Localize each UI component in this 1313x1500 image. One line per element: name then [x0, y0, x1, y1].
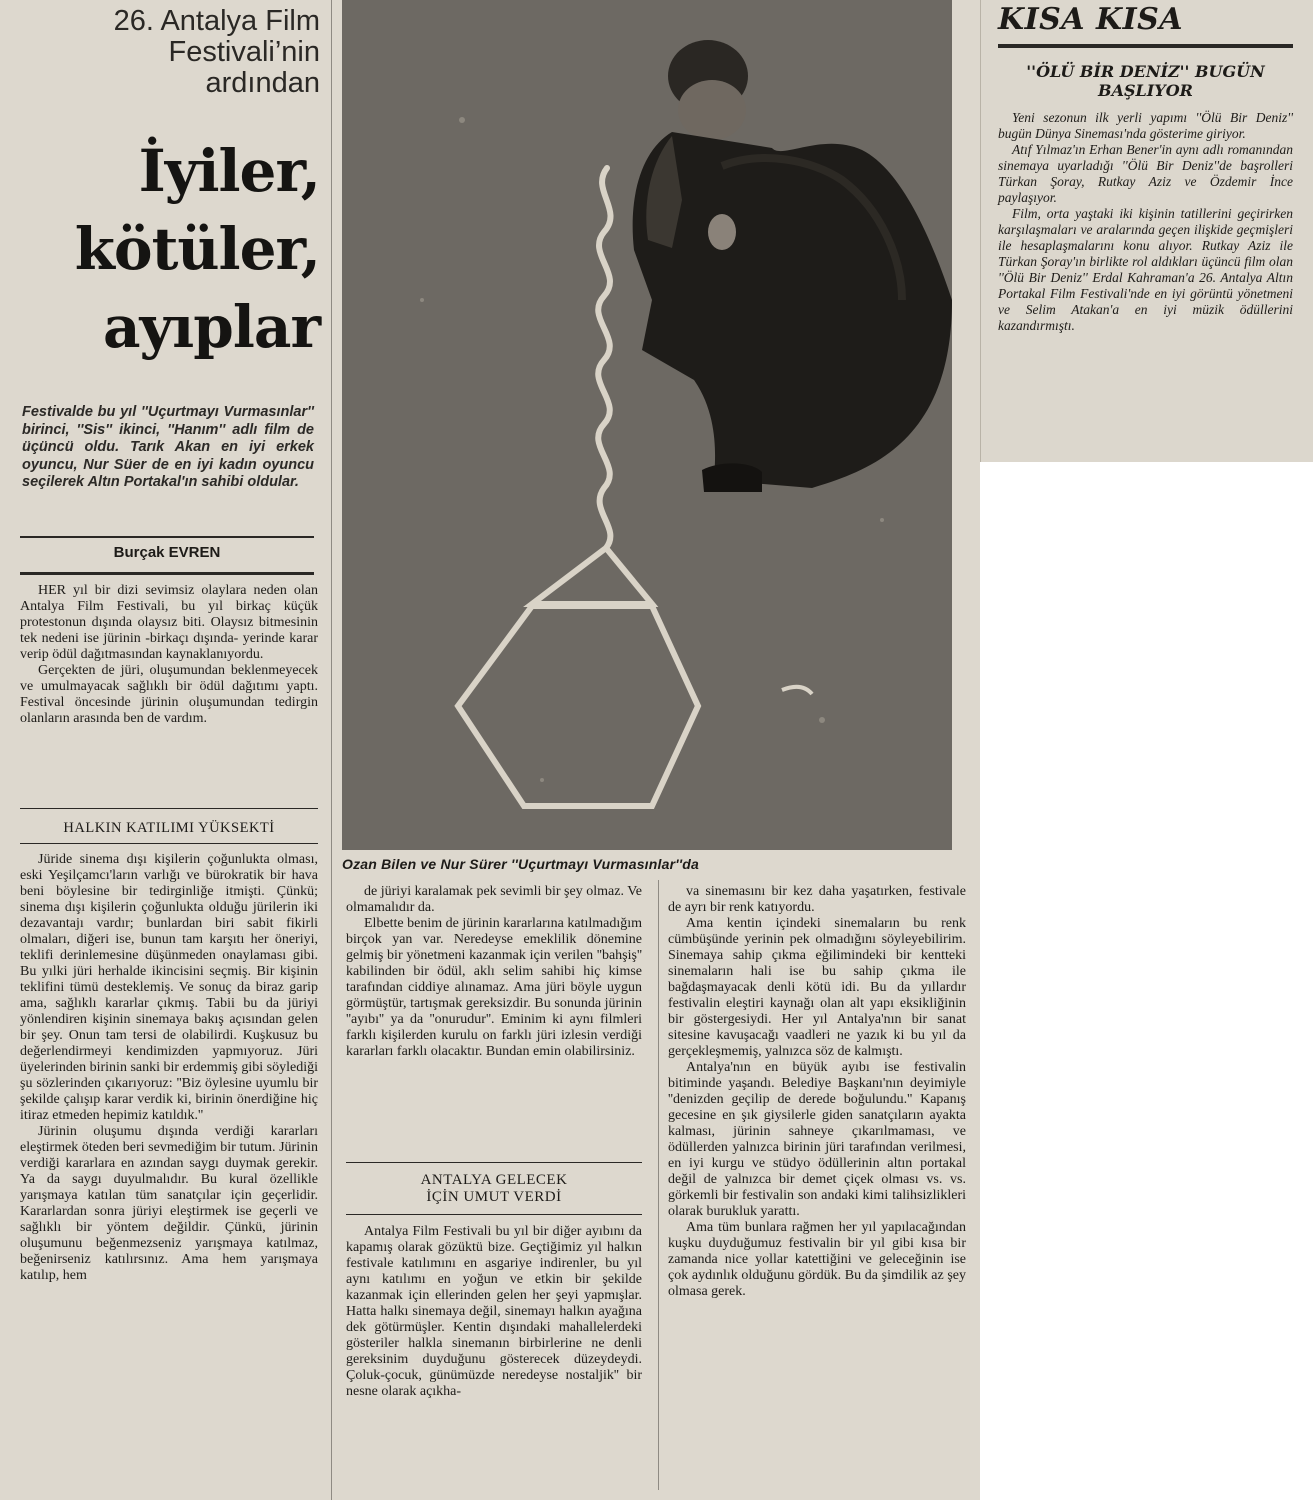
paragraph: Yeni sezonun ilk yerli yapımı ''Ölü Bir Deniz'' bugün Dünya Sineması'nda gösterime giriyor.	[998, 110, 1293, 141]
paragraph: Ama kentin içindeki sinemaların bu renk cümbüşünde yerinin pek olmadığını söyleyebilirim. Sinemaya sahip çıkma eğilimindeki bir kentteki sinemaların hali ise bu sahip çıkma ile bağdaşmayacak denli kötü idi. Bu da yıllardır festivalin eleştiri kaynağı olan alt yapı eksikliğinin bir göstergesiydi. Her yıl Antalya'nın bir sanat sitesine kavuşacağı vaadleri ne yazık ki bu yıl da gerçekleşmemiş, yalnızca söz de kalmıştı.	[668, 916, 966, 1059]
article-headline	[20, 132, 320, 366]
article-kicker	[20, 6, 320, 99]
byline: Burçak EVREN	[113, 544, 221, 561]
kicker-line: 26. Antalya Film	[113, 5, 320, 37]
photo-caption: Ozan Bilen ve Nur Sürer ''Uçurtmayı Vurmasınlar''da	[342, 856, 700, 872]
section-heading-line: ANTALYA GELECEK	[420, 1172, 568, 1188]
intro-text	[20, 583, 318, 727]
column-divider	[658, 880, 659, 1490]
photo-illustration	[342, 0, 952, 850]
section-rule	[20, 808, 318, 809]
headline-line: kötüler,	[74, 215, 320, 283]
kisa-kisa-body	[998, 110, 1293, 334]
paragraph: Ama tüm bunlara rağmen her yıl yapılacağından kuşku duyduğumuz festivalin bir yıl gibi kısa bir zamanda nice yollar katettiğini ve geleceğinin ise çok aydınlık olduğunu gördük. Bu da şimdilik az şey olmasa gerek.	[668, 1220, 966, 1299]
kisa-kisa-headline-line: ''ÖLÜ BİR DENİZ'' BUGÜN	[1026, 62, 1265, 81]
column-1-text	[20, 852, 318, 1284]
kisa-kisa-title: KISA KISA	[998, 2, 1184, 37]
section-heading: HALKIN KATILIMI YÜKSEKTİ	[63, 820, 275, 836]
paragraph: Jüride sinema dışı kişilerin çoğunlukta olması, eski Yeşilçamcı'ların varlığı ve bürokratik bir hava beni böylesine bir tedirginliğe itmişti. Çünkü; sinema dışı kişilerin çoğunlukta olduğu jürilerin iki dezavantajı vardır; bunlardan biri sabit fikirli olmaları, diğeri ise, bunun tam karşıtı her öneriyi, teklifi derinlemesine düşünmeden onaylaması gibi. Bu yılki jüri herhalde ikincisini seçmiş. Bir kişinin teklifini tümü desteklemiş. Ve sonuç da biraz garip ama, sağlıklı kararlar çıkmış. Tabii bu da jüriyi yönlendiren kişinin sinemaya bakış açısından gelen bir şey. Onun tam tersi de olabilirdi. Kuşkusuz bu değerlendirmeyi kendimizden yapmıyoruz. Jüri üyelerinden birinin sanki bir erdemmiş gibi söylediği şu sözlerinden çıkarıyoruz: ''Biz öylesine uyumlu bir şekilde çalışıp karar verdik ki, birinin önerdiğine hiç itiraz etmeden hepimiz katıldık.''	[20, 852, 318, 1123]
section-rule	[20, 843, 318, 844]
section-rule	[346, 1162, 642, 1163]
kisa-kisa-headline	[998, 62, 1293, 100]
paragraph: HER yıl bir dizi sevimsiz olaylara neden olan Antalya Film Festivali, bu yıl birkaç küçük protestonun dışında olaysız biti. Olaysız bitmesinin tek nedeni ise jürinin ‑birkaçı dışında‑ yerinde karar verip ödül dağıtmasından kaynaklanıyordu.	[20, 583, 318, 662]
article-photo	[342, 0, 952, 850]
column-2-text	[346, 884, 642, 1060]
section-rule	[346, 1214, 642, 1215]
paragraph: Antalya Film Festivali bu yıl bir diğer ayıbını da kapamış olarak gözüktü bize. Geçtiğimiz yıl halkın festivale katılımını en asgariye indirenler, bu yıl aynı katılımı en yoğun ve etkin bir şekilde kazanmak için ellerinden gelen her şeyi yapmışlar. Hatta halkı sinemaya değil, sinemayı halkın ayağına dek götürmüşler. Kentin dışındaki mahallelerdeki gösteriler halkla sinemanın birbirlerine ne denli gereksinim duyduğunu gösterecek düzeydeydi. Çoluk-çocuk, günümüzde neredeyse nostaljik'' bir nesne olarak açıkha-	[346, 1224, 642, 1399]
paragraph: Film, orta yaştaki iki kişinin tatillerini geçirirken karşılaşmaları ve aralarında geçen ilişkide geçmişleri ile hesaplaşmalarını konu alıyor. Rutkay Aziz ile Türkan Şoray'ın birlikte rol aldıkları üçüncü film olan ''Ölü Bir Deniz'' Erdal Kahraman'a 26. Antalya Altın Portakal Film Festivali'nde en iyi görüntü yönetmeni ve Selim Atakan'a en iyi müzik ödüllerini kazandırmıştı.	[998, 206, 1293, 333]
headline-line: ayıplar	[102, 293, 320, 361]
kisa-kisa-headline-line: BAŞLIYOR	[1098, 81, 1193, 100]
section-heading-2	[346, 1172, 642, 1206]
paragraph: va sinemasını bir kez daha yaşatırken, festivale de ayrı bir renk katıyordu.	[668, 884, 966, 915]
byline-top-rule	[20, 536, 314, 538]
paragraph: de jüriyi karalamak pek sevimli bir şey olmaz. Ve olmamalıdır da.	[346, 884, 642, 915]
paragraph: Elbette benim de jürinin kararlarına katılmadığım birçok yan var. Neredeyse emeklilik dönemine gelmiş bir yönetmeni kazanmak için verilen ''bahşiş'' kabilinden bir ödül, aklı selim sahibi hiç kimse tarafından ciddiye alınamaz. Ama jüri böyle uygun görmüştür, tartışmak gereksizdir. Bu sonunda jürinin ''ayıbı'' ya da ''onurudur''. Eminim ki aynı filmleri farklı kişilerden kurulu on farklı jüri izlesin verdiği kararları farklı olacaktır. Bundan emin olabilirsiniz.	[346, 916, 642, 1059]
kicker-line: Festivali’nin	[168, 36, 320, 68]
article-lead: Festivalde bu yıl ''Uçurtmayı Vurmasınlar'' birinci, ''Sis'' ikinci, ''Hanım'' adlı film de üçüncü oldu. Tarık Akan en iyi erkek oyuncu, Nur Süer de en iyi kadın oyuncu seçilerek Altın Portakal'ın sahibi oldular.	[22, 404, 314, 490]
kisa-kisa-rule	[998, 44, 1293, 48]
paragraph: Atıf Yılmaz'ın Erhan Bener'in aynı adlı romanından sinemaya uyarladığı ''Ölü Bir Deniz''de başrolleri Türkan Şoray, Rutkay Aziz ve Özdemir İnce paylaşıyor.	[998, 142, 1293, 205]
column-3-text	[668, 884, 966, 1300]
paragraph: Gerçekten de jüri, oluşumundan beklenmeyecek ve umulmayacak sağlıklı bir ödül dağıtımı yaptı. Festival öncesinde jürinin oluşumundan tedirgin olanların arasında ben de vardım.	[20, 663, 318, 726]
kicker-line: ardından	[205, 67, 320, 99]
column-divider	[331, 0, 332, 1500]
paragraph: Antalya'nın en büyük ayıbı ise festivalin bitiminde yaşandı. Belediye Başkanı'nın deyimiyle ''denizden geçilip de derede boğulundu.'' Kapanış gecesine en şık giysilerle giden sanatçıların ayakta kalması, jürinin sahneye çıkarılmaması, ve ödüllerden yalnızca birinin jüri tarafından verilmesi, en iyi kurgu ve stüdyo ödüllerinin altın portakal değil de yalnızca bir demet çiçek olması vs. vs. görkemli bir festivalin son andaki kimi talihsizlikleri olarak burukluk yarattı.	[668, 1060, 966, 1219]
byline-bottom-rule	[20, 572, 314, 575]
column-2b-text	[346, 1224, 642, 1400]
paragraph: Jürinin oluşumu dışında verdiği kararları eleştirmek öteden beri sevmediğim bir tutum. Jürinin verdiği kararlara en azından saygı duymak gerekir. Ya da saygı duyulmalıdır. Bu kural özellikle yarışmaya katılan tüm sanatçılar için geçerlidir. Kararlardan sonra jüriyi eleştirmek ise geçerli ve sağlıklı bir yöntem değildir. Çünkü, jürinin oluşumunu beğenmezseniz yarışmaya katılmaz, beğenirseniz katılırsınız. Ama hem yarışmaya katılıp, hem	[20, 1124, 318, 1283]
section-heading-line: İÇİN UMUT VERDİ	[426, 1189, 562, 1205]
headline-line: İyiler,	[138, 137, 320, 205]
